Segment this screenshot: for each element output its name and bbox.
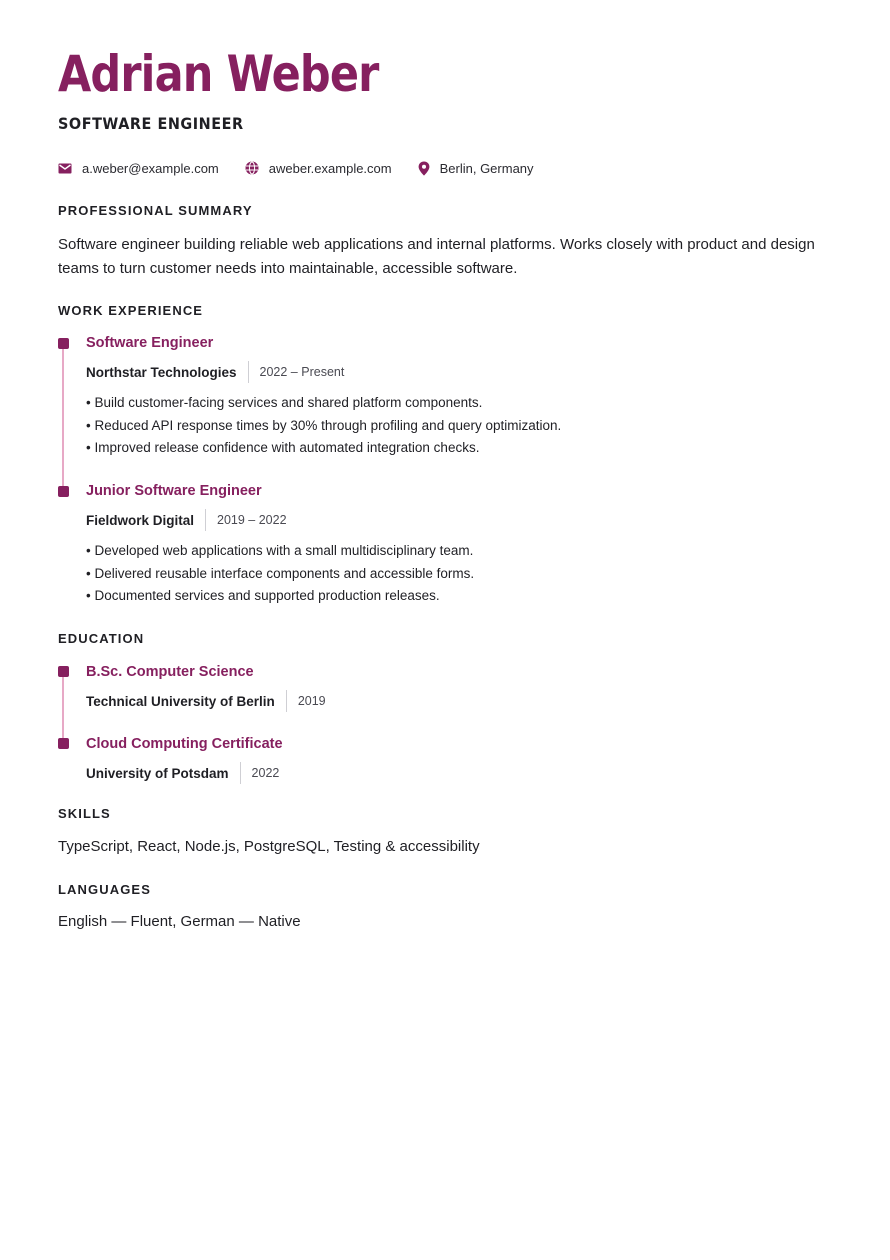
job-meta: [86, 361, 344, 383]
experience-timeline-line: [62, 349, 64, 492]
job-dates: 2019 – 2022: [217, 513, 287, 527]
bullet-item: • Developed web applications with a small multidisciplinary team.: [86, 540, 474, 563]
summary-heading: PROFESSIONAL SUMMARY: [58, 203, 253, 218]
job-title: Software Engineer: [86, 335, 214, 351]
job-dates: 2022 – Present: [259, 365, 345, 379]
job-bullets: [86, 392, 561, 460]
bullet-item: • Reduced API response times by 30% through profiling and query optimization.: [86, 415, 561, 438]
meta-divider: [205, 509, 206, 531]
degree-title: B.Sc. Computer Science: [86, 664, 254, 680]
contact-row: [58, 158, 560, 178]
meta-divider: [286, 690, 287, 712]
education-marker: [58, 666, 69, 677]
education-dates: 2022: [251, 766, 280, 780]
globe-icon: [245, 161, 259, 175]
education-timeline-line: [62, 677, 64, 744]
education-marker: [58, 738, 69, 749]
company-name: Northstar Technologies: [86, 364, 237, 380]
bullet-item: • Documented services and supported production releases.: [86, 585, 474, 608]
languages-heading: LANGUAGES: [58, 882, 151, 897]
contact-location: [418, 161, 534, 176]
experience-marker: [58, 338, 69, 349]
company-name: Fieldwork Digital: [86, 512, 195, 528]
candidate-role: SOFTWARE ENGINEER: [58, 114, 244, 133]
candidate-name: Adrian Weber: [58, 45, 379, 103]
skills-heading: SKILLS: [58, 806, 111, 821]
contact-email-text: a.weber@example.com: [82, 160, 219, 176]
bullet-item: • Build customer-facing services and shared platform components.: [86, 392, 561, 415]
job-bullets: [86, 540, 474, 608]
summary-text: Software engineer building reliable web applications and internal platforms. Works closely with product and design teams to turn customer needs into maintainable, accessible software.: [58, 236, 815, 277]
job-title: Junior Software Engineer: [86, 483, 262, 499]
meta-divider: [248, 361, 249, 383]
meta-divider: [240, 762, 241, 784]
bullet-item: • Improved release confidence with automated integration checks.: [86, 437, 561, 460]
experience-marker: [58, 486, 69, 497]
degree-title: Cloud Computing Certificate: [86, 736, 283, 752]
contact-website-text: aweber.example.com: [268, 160, 392, 176]
map-pin-icon: [418, 161, 430, 176]
education-heading: EDUCATION: [58, 631, 145, 646]
contact-location-text: Berlin, Germany: [439, 160, 534, 176]
institution-name: Technical University of Berlin: [86, 693, 275, 709]
experience-heading: WORK EXPERIENCE: [58, 303, 204, 318]
contact-website[interactable]: [245, 161, 392, 176]
mail-icon: [58, 163, 72, 174]
institution-name: University of Potsdam: [86, 765, 229, 781]
education-meta: [86, 690, 326, 712]
contact-email[interactable]: [58, 161, 219, 176]
languages-text: English — Fluent, German — Native: [58, 913, 301, 930]
skills-text: TypeScript, React, Node.js, PostgreSQL, Testing & accessibility: [58, 838, 480, 855]
education-dates: 2019: [297, 694, 326, 708]
job-meta: [86, 509, 287, 531]
education-meta: [86, 762, 279, 784]
bullet-item: • Delivered reusable interface components and accessible forms.: [86, 563, 474, 586]
